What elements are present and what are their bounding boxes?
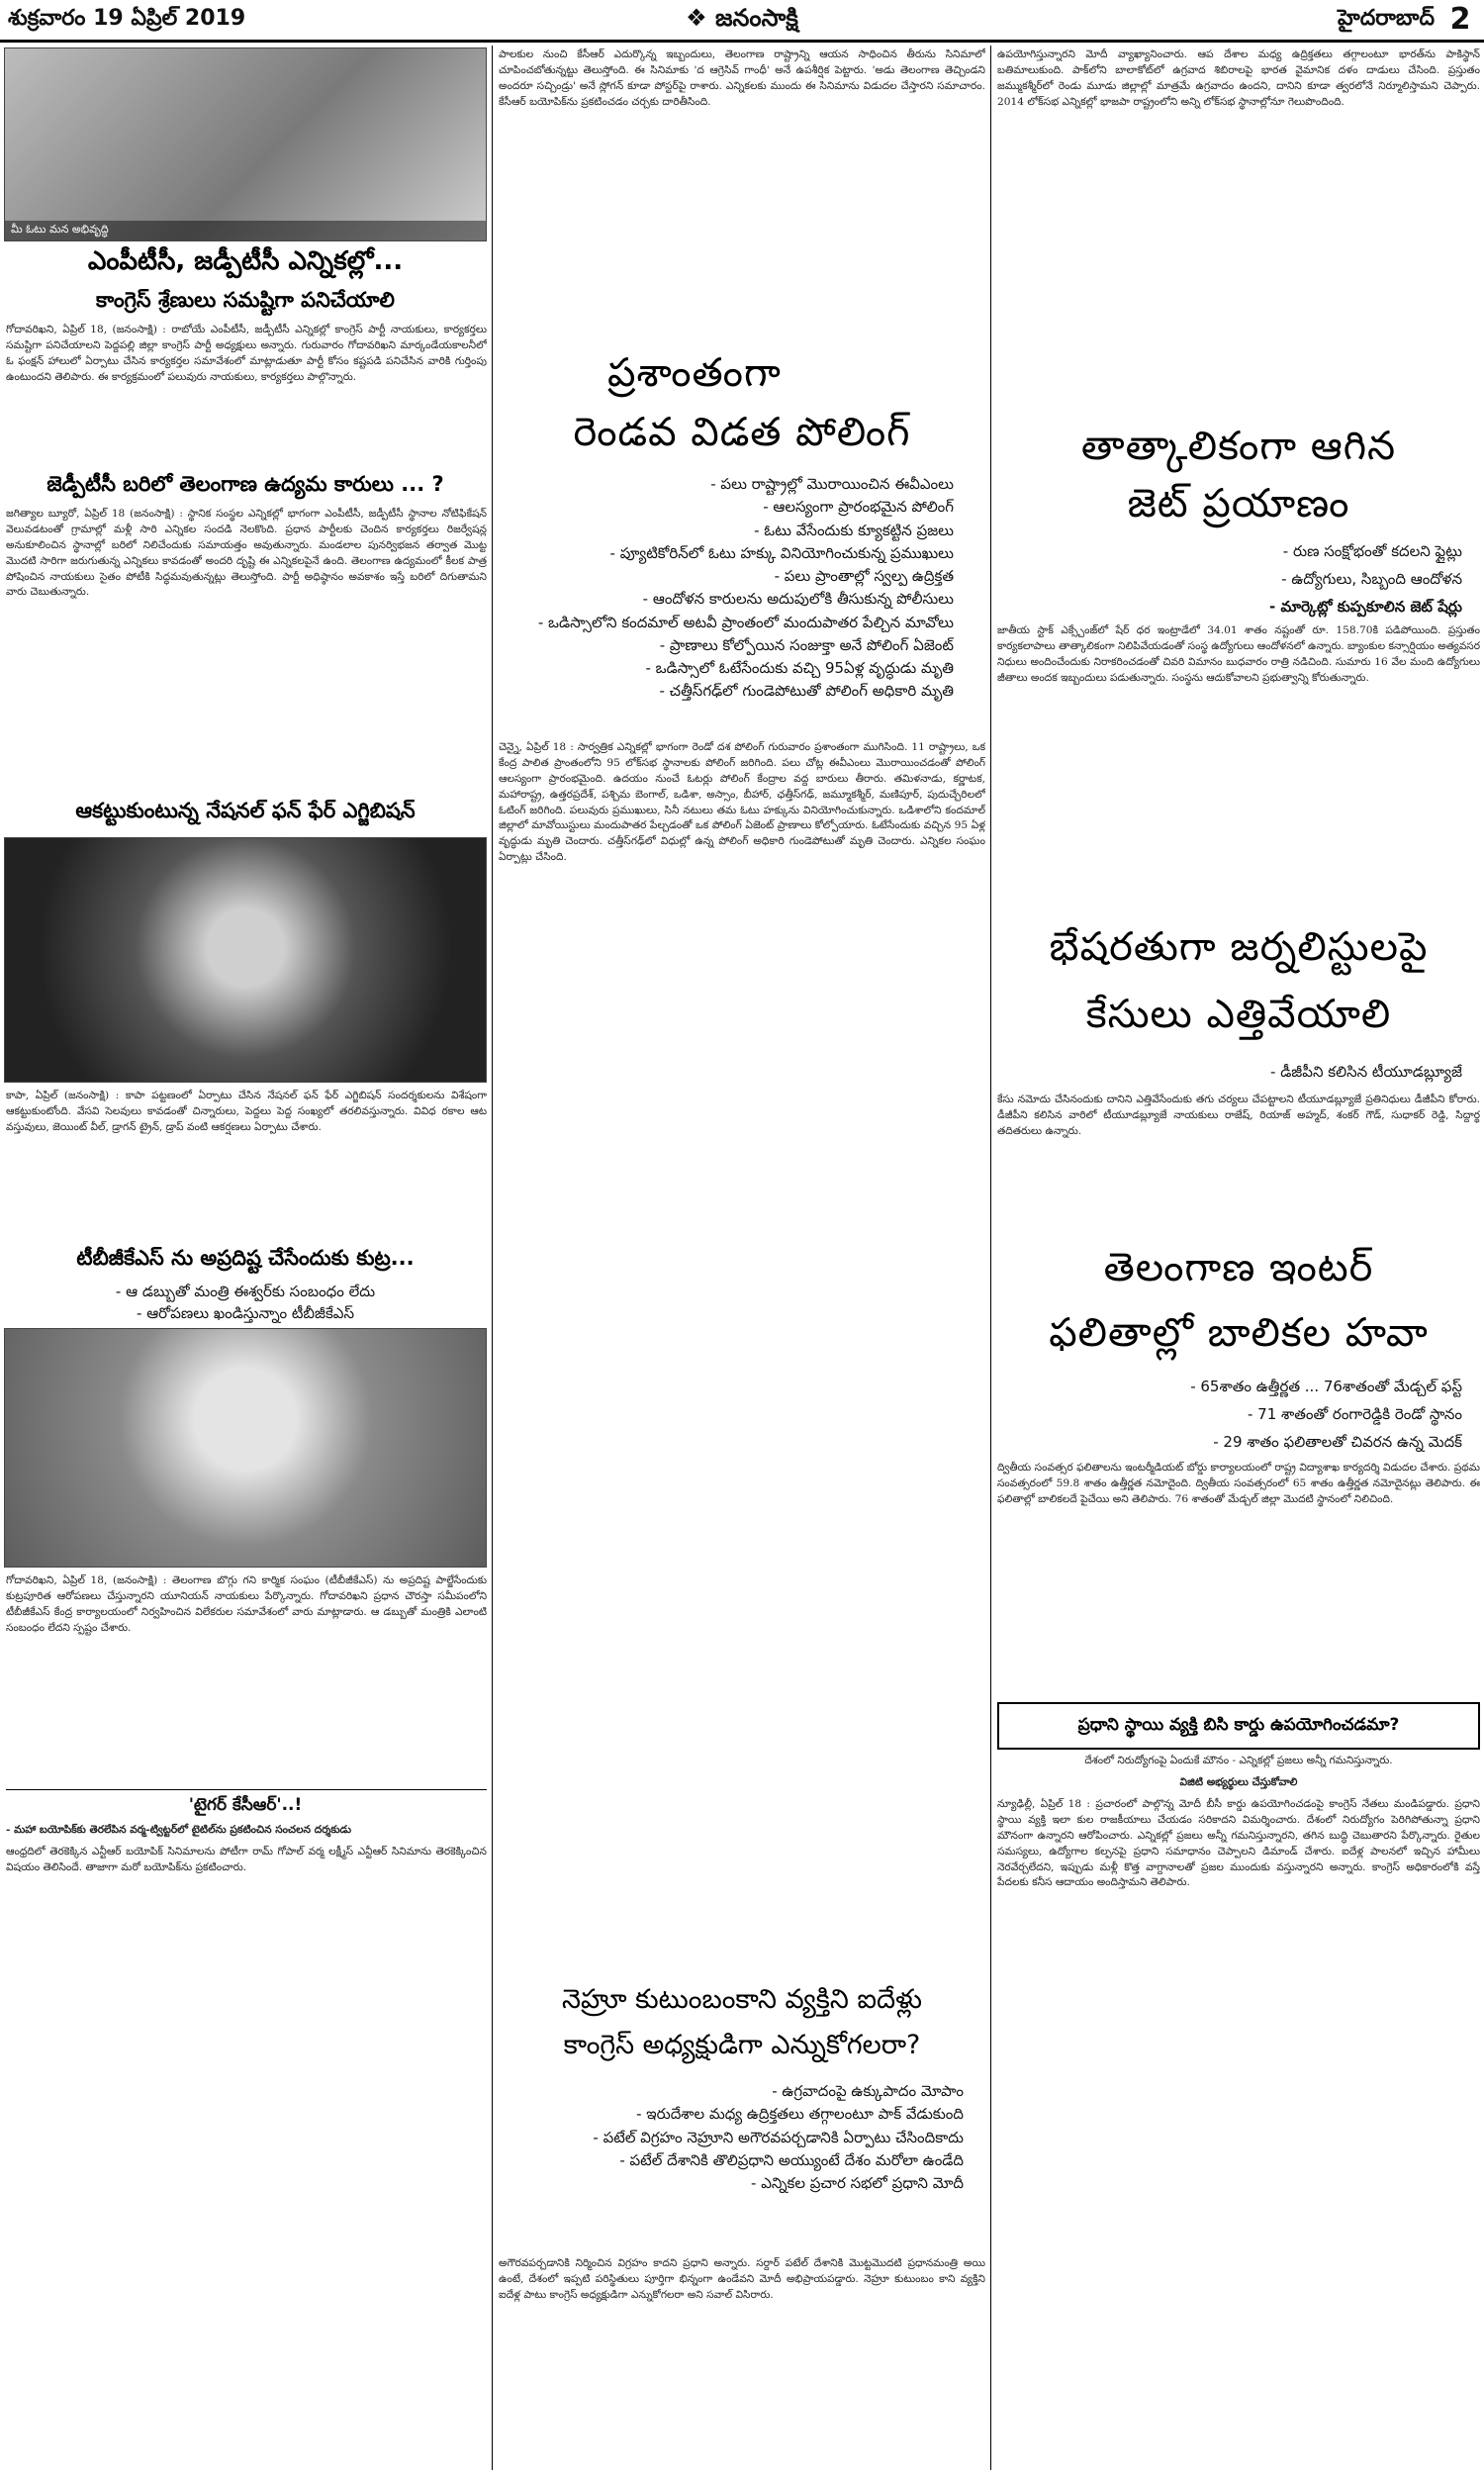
polling-highlight-item: - ఆందోళన కారులను అదుపులోకి తీసుకున్న పోలీసులు <box>642 590 954 609</box>
headline-peaceful: ప్రశాంతంగా <box>607 350 782 396</box>
pm-subhead-1: దేశంలో నిరుద్యోగంపై ఏందుకే మౌనం - ఎన్నికల్లో ప్రజలు అన్నీ గమనిస్తున్నారు. <box>1084 1755 1393 1766</box>
exhibition-photo <box>4 837 487 1083</box>
headline-unconditionally-journalists: భేషరతుగా జర్నలిస్టులపై <box>1049 924 1429 970</box>
polling-highlight-item: - ప్యూటికోరిన్‌లో ఓటు హక్కు వినియోగించుకున్న ప్రముఖులు <box>609 543 954 562</box>
article-pm-body: న్యూఢిల్లీ, ఏప్రిల్ 18 : ప్రచారంలో పాల్గొన్న మోదీ బీసీ కార్డు ఉపయోగించడంపై కాంగ్రెస్ నేతలు మండిపడ్డారు. ప్రధాని స్థాయి వ్యక్తి ఇలా కుల రాజకీయాలు చేయడం సరికాదని విమర్శించారు. దేశంలో నిరుద్యోగం పెరిగిపోతున్నా ప్రధాని మౌనంగా ఉన్నారని ఆరోపించారు. ఎన్నికల్లో ప్రజలు అన్నీ గమనిస్తున్నారని, తగిన బుద్ధి చెబుతారని పేర్కొన్నారు. రైతుల సమస్యలు, ఉద్యోగాల కల్పనపై ప్రధాని సమాధానం చెప్పాలని డిమాండ్ చేశారు. ఐదేళ్ల పాలనలో ఇచ్చిన హామీలు నెరవేర్చలేదని, ఇప్పుడు మళ్లీ కొత్త వాగ్దానాలతో ప్రజల ముందుకు వస్తున్నారని అన్నారు. కాంగ్రెస్ అధికారంలోకి వస్తే పేదలకు కనీస ఆదాయం అందిస్తామని తెలిపారు. <box>997 1798 1480 1889</box>
article-nehru-body: అగౌరవపర్చడానికి నిర్మించిన విగ్రహం కాదని ప్రధాని అన్నారు. సర్దార్ పటేల్ దేశానికి మొట్టమొదటి ప్రధానమంత్రి అయి ఉంటే, దేశంలో ఇప్పటి పరిస్థితులు పూర్తిగా భిన్నంగా ఉండేవని మోదీ అభిప్రాయపడ్డారు. నెహ్రూ కుటుంబం కాని వ్యక్తిని ఐదేళ్ల పాటు కాంగ్రెస్ అధ్యక్షుడిగా ఎన్నుకోగలరా అని సవాల్ విసిరారు. <box>499 2257 985 2301</box>
brand-logo-icon: ❖ <box>686 4 716 32</box>
polling-highlight-item: - ఒడిస్సాలోని కందమాల్ అటవీ ప్రాంతంలో మందుపాతర పేల్చిన మావోలు <box>537 613 954 631</box>
headline-withdraw-cases: కేసులు ఎత్తివేయాలి <box>1085 992 1392 1037</box>
inter-subhead-3: - 29 శాతం ఫలితాలతో చివరన ఉన్న మెదక్ <box>1213 1433 1462 1451</box>
polling-highlight-item: - ఓటు వేసేందుకు క్యూకట్టిన ప్రజలు <box>754 521 954 539</box>
issue-date: శుక్రవారం 19 ఏప్రిల్ 2019 <box>8 6 246 31</box>
inter-subhead-2: - 71 శాతంతో రంగారెడ్డికి రెండో స్థానం <box>1247 1405 1462 1423</box>
tbgks-subhead-1: - ఆ డబ్బుతో మంత్రి ఈశ్వర్‌కు సంబంధం లేదు <box>115 1283 376 1300</box>
jet-subhead-3: - మార్కెట్లో కుప్పకూలిన జెట్ షేర్లు <box>1269 598 1462 616</box>
headline-second-phase-polling: రెండవ విడత పోలింగ్ <box>573 410 911 455</box>
article-tiger-body: ఆంధ్రదిలో తెరకెక్కిన ఎన్టీఆర్ బయోపిక్ సినిమాలను పోటీగా రామ్ గోపాల్ వర్మ లక్ష్మీస్ ఎన్టీఆర్ సినిమాను తెరకెక్కించిన విషయం తెలిసిందే. తాజాగా మరో బయోపిక్‌ను ప్రకటించారు. <box>6 1846 487 1873</box>
nehru-highlight-item: - పటేల్ దేశానికి తొలిప్రధాని అయ్యుంటే దేశం మరోలా ఉండేది <box>619 2150 964 2169</box>
article-jet-body: జాతీయ స్టాక్ ఎక్స్చేంజ్‌లో షేర్ ధర ఇంట్రాడేలో 34.01 శాతం నష్టంతో రూ. 158.70కి పడిపోయింది. ప్రస్తుతం కార్యకలాపాలు తాత్కాలికంగా నిలిపివేయడంతో సంస్థ ఉద్యోగులు ఆందోళనలో ఉన్నారు. బ్యాంకుల కన్సార్షియం అత్యవసర నిధులు అందించేందుకు నిరాకరించడంతో చివరి విమానం బుధవారం రాత్రి నడిచింది. సుమారు 16 వేల మంది ఉద్యోగులు జీతాలు అందక ఇబ్బందులు పడుతున్నారు. సంస్థను ఆదుకోవాలని ప్రభుత్వాన్ని కోరుతున్నారు. <box>997 624 1480 684</box>
headline-zptc-activists: జెడ్పీటీసీ బరిలో తెలంగాణ ఉద్యమ కారులు ... ? <box>46 472 444 496</box>
pm-headline-box <box>997 1702 1480 1750</box>
headline-congress-workers: కాంగ్రెస్ శ్రేణులు సమష్టిగా పనిచేయాలి <box>96 288 395 312</box>
headline-fun-fair: ఆకట్టుకుంటున్న నేషనల్ ఫన్ ఫేర్ ఎగ్జిబిషన్ <box>75 799 416 822</box>
polling-highlight-item: - చత్తీస్‌గఢ్‌లో గుండెపోటుతో పోలింగ్ అధికారి మృతి <box>659 682 954 701</box>
article-press-body: కేసు నమోదు చేసినందుకు దానిని ఎత్తివేసేందుకు తగు చర్యలు చేపట్టాలని టీయూడబ్ల్యూజే ప్రతినిధులు డీజీపీని కోరారు. డీజీపీని కలిసిన వారిలో టీయూడబ్ల్యూజే నాయకులు రాజేష్, రియాజ్ అహ్మద్, శంకర్ గౌడ్, సుధాకర్ రెడ్డి, సిద్దార్థ తదితరులు ఉన్నారు. <box>997 1094 1480 1137</box>
brand-name: జనంసాక్షి <box>715 4 798 32</box>
nehru-highlight-item: - ఎన్నికల ప్రచార సభలో ప్రధాని మోదీ <box>751 2174 964 2192</box>
polling-highlight-item: - ఆలస్యంగా ప్రారంభమైన పోలింగ్ <box>763 498 954 517</box>
article-kcr-biopic-continued: పాలకుల నుంచి కేసీఆర్ ఎదుర్కొన్న ఇబ్బందులు, తెలంగాణ రాష్ట్రాన్ని ఆయన సాధించిన తీరును సినిమాలో చూపించబోతున్నట్టు తెలుస్తోంది. ఈ సినిమాకు 'ద ఆగ్రెసివ్ గాంధీ' అనే ఉపశీర్షిక పెట్టారు. 'అడు తెలంగాణ తెచ్చిండని అందరూ సచ్చిండ్రు' అనే స్లోగన్ కూడా పోస్టర్‌పై రాశారు. ఎన్నికలకు ముందు ఈ సినిమాను విడుదల చేస్తారని సమాచారం. కేసీఆర్ బయోపిక్‌ను ప్రకటించడం చర్చకు దారితీసింది. <box>499 48 985 108</box>
column-divider-left <box>492 46 493 2470</box>
meeting-photo-banner: మీ ఓటు మన అభివృద్ధి <box>5 221 486 240</box>
article-inter-body: ద్వితీయ సంవత్సర ఫలితాలను ఇంటర్మీడియట్ బోర్డు కార్యాలయంలో రాష్ట్ర విద్యాశాఖ కార్యదర్శి విడుదల చేశారు. ప్రథమ సంవత్సరంలో 59.8 శాతం ఉత్తీర్ణత నమోదైంది. ద్వితీయ సంవత్సరంలో 65 శాతం ఉత్తీర్ణత నమోదైనట్లు తెలిపారు. ఈ ఫలితాల్లో బాలికలదే పైచేయి అని తెలిపారు. 76 శాతంతో మేడ్చల్ జిల్లా మొదటి స్థానంలో నిలిచింది. <box>997 1462 1480 1505</box>
masthead-rule <box>0 40 1484 43</box>
headline-nehru-family: నెహ్రూ కుటుంబంకాని వ్యక్తిని ఐదేళ్లు <box>562 1984 922 2015</box>
article-congress-body: గోదావరిఖని, ఏప్రిల్ 18, (జనంసాక్షి) : రాబోయే ఎంపీటీసీ, జడ్పీటీసీ ఎన్నికల్లో కాంగ్రెస్ పార్టీ నాయకులు, కార్యకర్తలు సమష్టిగా పనిచేయాలని పెద్దపల్లి జిల్లా కాంగ్రెస్ పార్టీ అధ్యక్షులు అన్నారు. గురువారం గోదావరిఖని మార్కండేయకాలనీలో ఓ ఫంక్షన్ హాలులో ఏర్పాటు చేసిన కార్యకర్తల సమావేశంలో మాట్లాడుతూ పార్టీ కోసం కష్టపడి పనిచేసిన వారికి గుర్తింపు ఉంటుందని తెలిపారు. ఈ కార్యక్రమంలో పలువురు నాయకులు, కార్యకర్తలు పాల్గొన్నారు. <box>6 324 487 383</box>
jet-subhead-1: - రుణ సంక్షోభంతో కదలని ఫ్లైట్లు <box>1282 542 1462 560</box>
article-modi-continued: ఉపయోగిస్తున్నారని మోదీ వ్యాఖ్యానించారు. ఆప దేశాల మధ్య ఉద్రిక్తతలు తగ్గాలంటూ భారత్‌ను పాకిస్థాన్ బతిమాలుకుంది. పాక్‌లోని బాలాకోట్‌లో ఉగ్రవాద శిబిరాలపై భారత వైమానిక దళం దాడులు చేసింది. ప్రస్తుతం జమ్ముకశ్మీర్‌లో రెండు మూడు జిల్లాల్లో మాత్రమే ఉగ్రవాదం ఉందని, దానిని కూడా త్వరలోనే నిర్మూలిస్తామని చెప్పారు. 2014 లోక్‌సభ ఎన్నికల్లో భాజపా రాష్ట్రంలోని అన్ని లోక్‌సభ స్థానాల్లోనూ గెలుపొందింది. <box>997 48 1480 108</box>
headline-mptc-zptc: ఎంపీటీసీ, జడ్పీటీసీ ఎన్నికల్లో... <box>87 246 404 276</box>
nehru-highlights <box>499 2080 964 2248</box>
polling-highlight-item: - ఒడిస్సాలో ఓటేసేందుకు వచ్చి 95ఏళ్ల వృద్ధుడు మృతి <box>645 659 954 677</box>
polling-highlights <box>499 473 954 732</box>
headline-telangana-inter: తెలంగాణ ఇంటర్ <box>1103 1245 1374 1290</box>
tbgks-subhead-2: - ఆరోపణలు ఖండిస్తున్నాం టీబీజీకేఎస్ <box>137 1304 354 1322</box>
nehru-highlight-item: - పటేల్ విగ్రహం నెహ్రూని అగౌరవపర్చడానికి ఏర్పాటు చేసిందికాదు <box>593 2128 964 2146</box>
press-subhead: - డీజీపీని కలిసిన టీయూడబ్ల్యూజే <box>1270 1063 1462 1081</box>
jet-subhead-2: - ఉద్యోగులు, సిబ్బంది ఆందోళన <box>1281 570 1462 588</box>
headline-jet-travel: జెట్ ప్రయాణం <box>1127 481 1350 526</box>
headline-pm-bc-card: ప్రధాని స్థాయి వ్యక్తి బిసి కార్డు ఉపయోగించడమా? <box>1077 1715 1400 1735</box>
meeting-photo <box>4 48 487 241</box>
headline-temporarily-halted: తాత్కాలికంగా ఆగిన <box>1080 424 1397 469</box>
polling-highlight-item: - పలు రాష్ట్రాల్లో మొరాయించిన ఈవీఎంలు <box>710 475 954 493</box>
headline-tiger-kcr: 'టైగర్ కేసీఆర్'..! <box>188 1795 303 1815</box>
headline-congress-president: కాంగ్రెస్ అధ్యక్షుడిగా ఎన్నుకోగలరా? <box>563 2030 921 2060</box>
newspaper-brand <box>633 4 851 38</box>
headline-girls-lead: ఫలితాల్లో బాలికల హవా <box>1049 1310 1429 1356</box>
nehru-highlight-item: - ఉగ్రవాదంపై ఉక్కుపాదం మోపాం <box>772 2082 964 2100</box>
tbgks-press-photo <box>4 1328 487 1568</box>
pm-subhead-2: విజిటి అభ్యర్థులు చేస్తుకోవాలి <box>1179 1776 1298 1788</box>
city-name: హైదరాబాద్ <box>1338 6 1435 31</box>
polling-highlight-item: - ప్రాణాలు కోల్పోయిన సంజుక్తా అనే పోలింగ్ ఏజెంట్ <box>659 635 954 654</box>
inter-subhead-1: - 65శాతం ఉత్తీర్ణత ... 76శాతంతో మేడ్చల్ ఫస్ట్ <box>1190 1378 1462 1395</box>
article-fun-fair-body: కాపా, ఏప్రిల్ (జనంసాక్షి) : కాపా పట్టణంలో ఏర్పాటు చేసిన నేషనల్ ఫన్ ఫేర్ ఎగ్జిబిషన్ సందర్శకులను విశేషంగా ఆకట్టుకుంటోంది. వేసవి సెలవులు కావడంతో చిన్నారులు, పెద్దలు పెద్ద సంఖ్యలో తరలివస్తున్నారు. వివిధ రకాల ఆట వస్తువులు, జెయింట్ వీల్, డ్రాగన్ ట్రైన్, డ్రాప్ వంటి ఆకర్షణలు ఏర్పాటు చేశారు. <box>6 1090 487 1133</box>
tiger-subhead: - మహా బయోపిక్‌కు తెరలేపిన వర్మ-ట్విట్టర్‌లో టైటిల్‌ను ప్రకటించిన సంచలన దర్శకుడు <box>6 1824 352 1836</box>
page-number: 2 <box>1449 2 1471 37</box>
article-tbgks-body: గోదావరిఖని, ఏప్రిల్ 18, (జనంసాక్షి) : తెలంగాణ బొగ్గు గని కార్మిక సంఘం (టీబీజీకేఎస్) ను అప్రదిష్ట పాల్జేసేందుకు కుట్రపూరిత ఆరోపణలు చేస్తున్నారని యూనియన్ నాయకులు పేర్కొన్నారు. గోదావరిఖని ప్రధాన చౌరస్తా సమీపంలోని టీబీజీకేఎస్ కేంద్ర కార్యాలయంలో నిర్వహించిన విలేకరుల సమావేశంలో వారు మాట్లాడారు. ఆ డబ్బుతో మంత్రికి ఎలాంటి సంబంధం లేదని స్పష్టం చేశారు. <box>6 1574 487 1634</box>
nehru-highlight-item: - ఇరుదేశాల మధ్య ఉద్రిక్తతలు తగ్గాలంటూ పాక్ వేడుకుంది <box>636 2105 964 2124</box>
polling-highlight-item: - పలు ప్రాంతాల్లో స్వల్ప ఉద్రిక్తత <box>774 567 954 585</box>
article-zptc-body: జగిత్యాల బ్యూరో, ఏప్రిల్ 18 (జనంసాక్షి) : స్థానిక సంస్థల ఎన్నికల్లో భాగంగా ఎంపీటీసీ, జడ్పీటీసీ స్థానాల నోటిఫికేషన్ వెలువడటంతో గ్రామాల్లో మళ్లీ సారి ఎన్నికల సందడి నెలకొంది. ప్రధాన పార్టీలకు చెందిన కార్యకర్తలు రిజర్వేషన్ల అనుకూలించిన స్థానాల్లో బరిలో నిలిచేందుకు సమాయత్తం అవుతున్నారు. మండలాల పునర్విభజన తర్వాత మొట్ట మొదటి సారిగా జరుగుతున్న ఎన్నికలు కావడంతో అందరి దృష్టి ఈ ఎన్నికలపైనే ఉంది. తెలంగాణ ఉద్యమంలో కీలక పాత్ర పోషించిన నాయకులు సైతం పోటీకి సిద్ధమవుతున్నట్లు తెలుస్తోంది. పార్టీ అధిష్ఠానం అవకాశం ఇస్తే బరిలో దిగుతామని వారు చెబుతున్నారు. <box>6 508 487 599</box>
tiger-rule <box>6 1789 487 1790</box>
article-polling-body: చెన్నై, ఏప్రిల్ 18 : సార్వత్రిక ఎన్నికల్లో భాగంగా రెండో దశ పోలింగ్ గురువారం ప్రశాంతంగా ముగిసింది. 11 రాష్ట్రాలు, ఒక కేంద్ర పాలిత ప్రాంతంలోని 95 లోక్‌సభ స్థానాలకు పోలింగ్ జరిగింది. పలు చోట్ల ఈవీఎంలు మొరాయించడంతో పోలింగ్ ఆలస్యంగా ప్రారంభమైంది. ఉదయం నుంచే ఓటర్లు పోలింగ్ కేంద్రాల వద్ద బారులు తీరారు. తమిళనాడు, కర్ణాటక, మహారాష్ట్ర, ఉత్తరప్రదేశ్, పశ్చిమ బెంగాల్, ఒడిశా, అస్సాం, బీహార్, ఛత్తీస్‌గఢ్, జమ్మూకశ్మీర్, మణిపూర్, పుదుచ్చేరిలలో ఓటింగ్ జరిగింది. పలువురు ప్రముఖులు, సినీ నటులు తమ ఓటు హక్కును వినియోగించుకున్నారు. ఒడిశాలోని కందమాల్ జిల్లాలో మావోయిస్టులు మందుపాతర పేల్చడంతో ఒక పోలింగ్ ఏజెంట్ ప్రాణాలు కోల్పోయారు. ఓటేసేందుకు వచ్చిన 95 ఏళ్ల వృద్ధుడు మృతి చెందారు. చత్తీస్‌గఢ్‌లో విధుల్లో ఉన్న పోలింగ్ అధికారి గుండెపోటుతో మృతి చెందారు. ఎన్నికల సంఘం ఏర్పాట్లు చేసింది. <box>499 741 985 864</box>
headline-tbgks: టీబీజీకేఎస్ ను అప్రదిష్ట చేసేందుకు కుట్ర... <box>76 1246 415 1270</box>
column-divider-right <box>990 46 991 2470</box>
